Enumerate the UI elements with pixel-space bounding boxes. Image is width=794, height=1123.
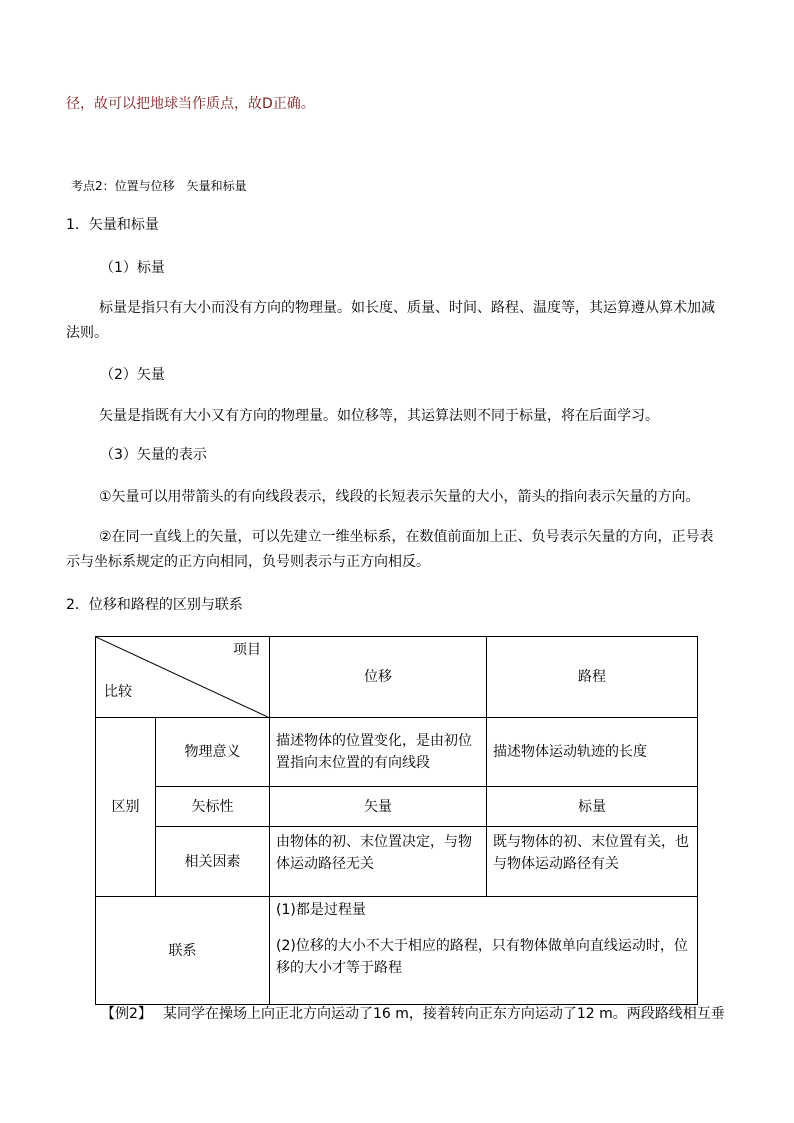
vector-subtitle: （2）矢量 [100, 367, 165, 383]
header-displacement: 位移 [270, 637, 487, 718]
header-distance: 路程 [487, 637, 698, 718]
relation-line-2: (2)位移的大小不大于相应的路程，只有物体做单向直线运动时，位 [276, 938, 688, 954]
row-factors-label: 相关因素 [156, 827, 270, 897]
representation-item-2-line1: ②在同一直线上的矢量，可以先建立一维坐标系，在数值前面加上正、负号表示矢量的方向，正号表 [99, 529, 714, 545]
relation-content [270, 897, 698, 1005]
section-heading: 考点2：位置与位移 矢量和标量 [71, 179, 247, 193]
cell-line: 与物体运动路径有关 [493, 856, 619, 872]
vector-text: 矢量是指既有大小又有方向的物理量。如位移等，其运算法则不同于标量，将在后面学习。 [99, 408, 659, 424]
example-2-label: 【例2】 [101, 1006, 152, 1022]
point2-title: 2．位移和路程的区别与联系 [66, 597, 243, 613]
relation-line-3: 移的大小才等于路程 [276, 960, 402, 976]
cell-line: 描述物体的位置变化，是由初位 [276, 733, 472, 749]
row-physical-meaning-label: 物理意义 [156, 718, 270, 787]
cell-line: 置指向末位置的有向线段 [276, 755, 430, 771]
comparison-table [95, 636, 698, 1005]
row-physical-meaning-distance: 描述物体运动轨迹的长度 [487, 718, 698, 787]
example-2-text: 某同学在操场上向正北方向运动了16 m，接着转向正东方向运动了12 m。两段路线相互垂 [163, 1006, 725, 1022]
cell-line: 既与物体的初、末位置有关，也 [493, 834, 689, 850]
row-factors-displacement [270, 827, 487, 897]
row-vector-scalar-label: 矢标性 [156, 787, 270, 827]
vector-representation-subtitle: （3）矢量的表示 [100, 447, 207, 463]
relation-line-1: (1)都是过程量 [276, 902, 366, 918]
representation-item-2-line2: 示与坐标系规定的正方向相同，负号则表示与正方向相反。 [66, 554, 430, 570]
representation-item-1: ①矢量可以用带箭头的有向线段表示，线段的长短表示矢量的大小，箭头的指向表示矢量的方向。 [99, 489, 700, 505]
scalar-text-line2: 法则。 [66, 325, 108, 341]
intro-line: 径，故可以把地球当作质点，故D正确。 [66, 96, 315, 112]
header-compare-label: 比较 [104, 684, 132, 700]
group-difference: 区别 [96, 718, 156, 897]
row-vector-scalar-displacement: 矢量 [270, 787, 487, 827]
cell-line: 体运动路径无关 [276, 856, 374, 872]
scalar-text-line1: 标量是指只有大小而没有方向的物理量。如长度、质量、时间、路程、温度等，其运算遵从算术加减 [99, 300, 715, 316]
row-vector-scalar-distance: 标量 [487, 787, 698, 827]
group-relation: 联系 [96, 897, 270, 1005]
cell-line: 由物体的初、末位置决定，与物 [276, 834, 472, 850]
scalar-subtitle: （1）标量 [100, 260, 165, 276]
header-item-label: 项目 [233, 642, 261, 658]
row-factors-distance [487, 827, 698, 897]
point1-title: 1．矢量和标量 [66, 217, 159, 233]
row-physical-meaning-displacement [270, 718, 487, 787]
diagonal-header-cell [96, 637, 270, 718]
